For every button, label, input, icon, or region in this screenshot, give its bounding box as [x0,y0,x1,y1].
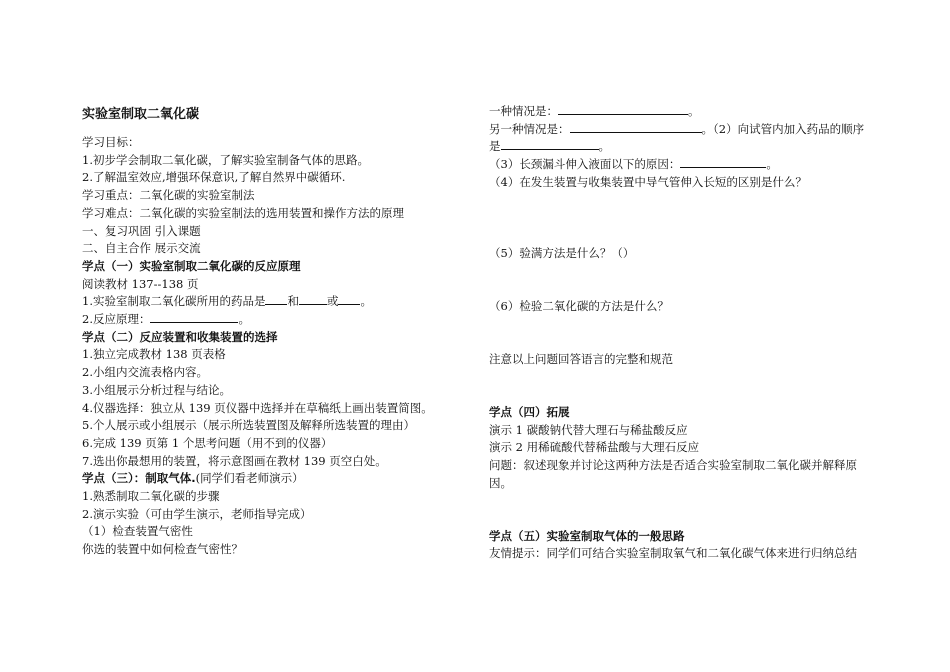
question-1-and: 和 [287,294,299,309]
section-1: 一、复习巩固 引入课题 [82,223,201,238]
section-2: 二、自主合作 展示交流 [82,241,201,256]
case-1-end: 。 [688,104,700,118]
objectives-label: 学习目标： [82,135,140,149]
point-2-item-3: 3.小组展示分析过程与结论。 [82,382,231,397]
answer-blank[interactable] [338,293,360,305]
point-5-heading: 学点（五）实验室制取气体的一般思路 [489,528,685,543]
objective-1: 1.初步学会制取二氧化碳，了解实验室制备气体的思路。 [82,152,369,167]
point-2-item-6: 6.完成 139 页第 1 个思考问题（用不到的仪器） [82,435,333,450]
spacer [489,492,869,527]
question-3-end: 。 [766,157,778,172]
point-3-question: 你选的装置中如何检查气密性？ [82,542,243,557]
point-3-item-1: 1.熟悉制取二氧化碳的步骤 [82,489,220,504]
demo-1: 演示 1 碳酸钠代替大理石与稀盐酸反应 [489,422,688,437]
case-2-prefix: 另一种情况是： [489,121,570,136]
question-1 [82,293,472,311]
point-3-note: (同学们看老师演示） [195,471,304,486]
note: 注意以上问题回答语言的完整和规范 [489,351,673,366]
question-5: （5）验满方法是什么？（） [489,245,635,260]
point-2-item-1: 1.独立完成教材 138 页表格 [82,347,226,362]
point-3-heading: 学点（三）：制取气体. [82,471,196,486]
question-3 [489,156,869,174]
case-2-mid: 。（2）向试管内加入药品的顺序 [701,121,865,136]
question-3-prefix: （3）长颈漏斗伸入液面以下的原因： [489,157,681,172]
discussion-question: 问题：叙述现象并讨论这两种方法是否适合实验室制取二氧化碳并解释原因。 [489,457,857,490]
point-3-sub-1: （1）检查装置气密性 [82,524,193,539]
difficulty: 学习难点：二氧化碳的实验室制法的选用装置和操作方法的原理 [82,205,404,220]
answer-blank[interactable] [570,121,702,133]
question-2-prefix: 2.反应原理： [82,312,151,327]
answer-space [489,315,869,350]
point-2-item-4: 4.仪器选择：独立从 139 页仪器中选择并在草稿纸上画出装置简图。 [82,400,433,415]
point-3-heading-line [82,470,472,488]
point-2-item-5: 5.个人展示或小组展示（展示所选装置图及解释所选装置的理由） [82,418,415,433]
question-6: （6）检验二氧化碳的方法是什么？ [489,298,669,313]
answer-space [489,192,869,245]
point-2-heading: 学点（二）反应装置和收集装置的选择 [82,329,278,344]
question-1-or: 或 [326,294,339,309]
question-4: （4）在发生装置与收集装置中导气管伸入长短的区别是什么？ [489,174,807,189]
question-2 [82,311,472,329]
spacer [489,368,869,403]
question-2-end: 。 [238,312,250,327]
answer-blank[interactable] [680,156,766,168]
case-2-end: 。 [598,139,610,154]
answer-blank[interactable] [299,293,327,305]
question-1-prefix: 1.实验室制取二氧化碳所用的药品是 [82,294,266,309]
question-1-end: 。 [360,294,372,309]
page-title: 实验室制取二氧化碳 [82,107,200,122]
case-2-cont: 是 [489,139,501,154]
point-2-item-2: 2.小组内交流表格内容。 [82,365,208,380]
key-point: 学习重点：二氧化碳的实验室制法 [82,188,255,203]
answer-space [489,262,869,297]
case-2 [489,121,869,139]
right-column [489,103,869,563]
answer-blank[interactable] [150,311,238,323]
demo-2: 演示 2 用稀硫酸代替稀盐酸与大理石反应 [489,440,700,455]
answer-blank[interactable] [265,293,287,305]
objective-2: 2.了解温室效应,增强环保意识,了解自然界中碳循环. [82,170,346,185]
point-3-item-2: 2.演示实验（可由学生演示，老师指导完成） [82,506,312,521]
read-textbook: 阅读教材 137--138 页 [82,276,199,291]
point-1-heading: 学点（一）实验室制取二氧化碳的反应原理 [82,258,301,273]
point-2-item-7: 7.选出你最想用的装置，将示意图画在教材 139 页空白处。 [82,453,387,468]
left-column [82,134,472,559]
answer-blank[interactable] [501,138,599,150]
point-4-heading: 学点（四）拓展 [489,404,570,419]
case-1 [489,103,869,121]
case-1-prefix: 一种情况是： [489,104,558,118]
tip: 友情提示：同学们可结合实验室制取氧气和二氧化碳气体来进行归纳总结 [489,546,857,561]
case-2-continued [489,138,869,156]
answer-blank[interactable] [558,103,688,115]
